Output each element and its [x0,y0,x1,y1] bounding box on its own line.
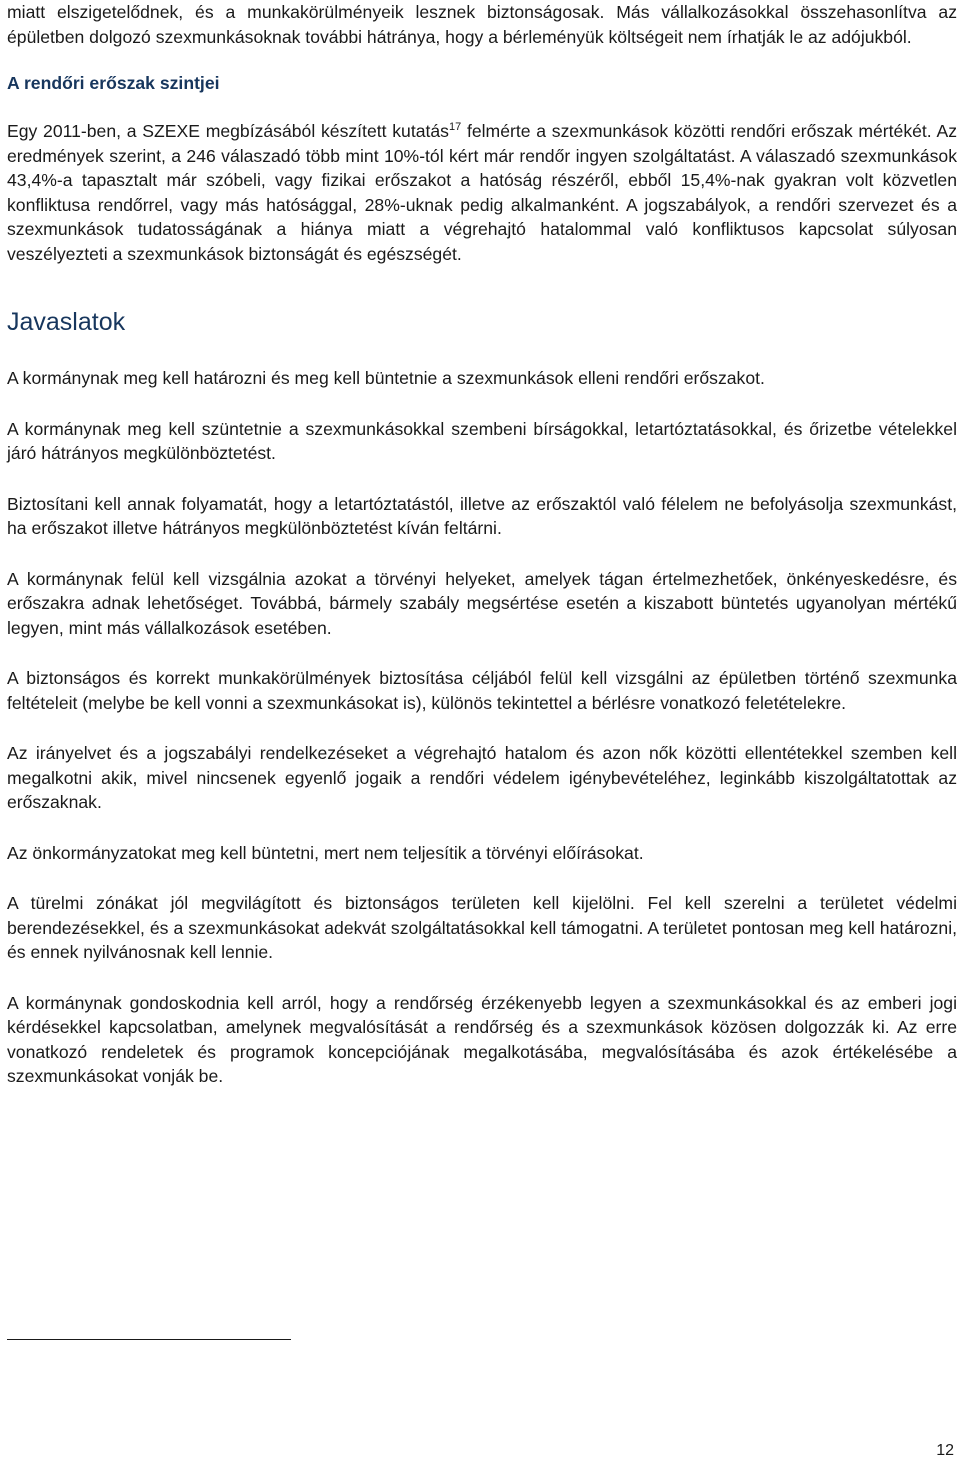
section-heading-recommendations: Javaslatok [7,308,126,336]
intro-paragraph: miatt elszigetelődnek, és a munkakörülményeik lesznek biztonságosak. Más vállalkozásokkal összehasonlítva az épületben dolgozó szexmunkásoknak további hátránya, hogy a bérleményük költségeit nem írhatják le az adójukból. [7,2,957,47]
recommendation-paragraph: A kormánynak felül kell vizsgálnia azokat a törvényi helyeket, amelyek tágan értelmezhetőek, önkényeskedésre, és erőszakra adnak lehetőséget. Továbbá, bármely szabály megsértése esetén a kiszabott büntetés ugyanolyan mértékű legyen, mint más vállalkozások esetében. [7,568,957,638]
recommendation-paragraph: A türelmi zónákat jól megvilágított és biztonságos területen kell kijelölni. Fel kell szerelni a területet védelmi berendezésekkel, és a szexmunkásokat adekvát szolgáltatásokkal kell támogatni. A területet pontosan meg kell határozni, és ennek nyilvánosnak kell lennie. [7,893,957,962]
document-page [7,0,957,1089]
footnote-separator [7,1339,291,1340]
recommendation-paragraph: A biztonságos és korrekt munkakörülmények biztosítása céljából felül kell vizsgálni az épületben történő szexmunka feltételeit (melybe be kell vonni a szexmunkásokat is), különös tekintettel a bérlésre vonatkozó feletételekre. [7,668,957,713]
police-violence-text-rest: felmérte a szexmunkások közötti rendőri erőszak mértékét. Az eredmények szerint, a 246 válaszadó több mint 10%-tól kért már rendőr ingyen szolgáltatást. A válaszadó szexmunkások 43,4%-a tapasztalt már szóbeli, vagy fizikai erőszakot a hatóság részéről, ebből 15,4%-nak gyakran volt közvetlen konfliktusa rendőrrel, vagy más hatósággal, 28%-uknak pedig alkalmanként. A jogszabályok, a rendőri szervezet és a szexmunkások tudatosságának a hiánya miatt a végrehajtó hatalommal való konfliktusos kapcsolat súlyosan veszélyezteti a szexmunkások biztonságát és egészségét. [7,121,958,264]
police-violence-paragraph [7,119,957,266]
police-violence-text-start: Egy 2011-ben, a SZEXE megbízásából készített kutatás [7,121,449,141]
recommendation-paragraph: Az önkormányzatokat meg kell büntetni, mert nem teljesítik a törvényi előírásokat. [7,842,644,863]
section-heading-police-violence: A rendőri erőszak szintjei [7,73,220,93]
recommendation-paragraph: Az irányelvet és a jogszabályi rendelkezéseket a végrehajtó hatalom és azon nők közötti ellentétekkel szemben kell megalkotni akik, mivel nincsenek egyenlő jogaik a rendőri védelem igénybevételéhez, leginkább kiszolgáltatottak az erőszaknak. [7,743,957,812]
page-number: 12 [936,1442,954,1459]
recommendation-paragraph: A kormánynak meg kell határozni és meg kell büntetnie a szexmunkások elleni rendőri erőszakot. [7,368,765,388]
footnote-reference[interactable]: 17 [448,121,462,133]
recommendation-paragraph: A kormánynak meg kell szüntetnie a szexmunkásokkal szembeni bírságokkal, letartóztatásokkal, és őrizetbe vételekkel járó hátrányos megkülönböztetést. [7,418,957,463]
recommendation-paragraph: Biztosítani kell annak folyamatát, hogy a letartóztatástól, illetve az erőszaktól való félelem ne befolyásolja szexmunkást, ha erőszakot illetve hátrányos megkülönböztetést kíván feltárni. [7,493,957,538]
recommendation-paragraph: A kormánynak gondoskodnia kell arról, hogy a rendőrség érzékenyebb legyen a szexmunkásokkal és az emberi jogi kérdésekkel kapcsolatban, amelynek megvalósítását a rendőrség és a szexmunkások közösen dolgozzák ki. Az erre vonatkozó rendeletek és programok koncepciójának megalkotásába, megvalósításába és azok értékelésébe a szexmunkásokat vonják be. [7,992,957,1086]
